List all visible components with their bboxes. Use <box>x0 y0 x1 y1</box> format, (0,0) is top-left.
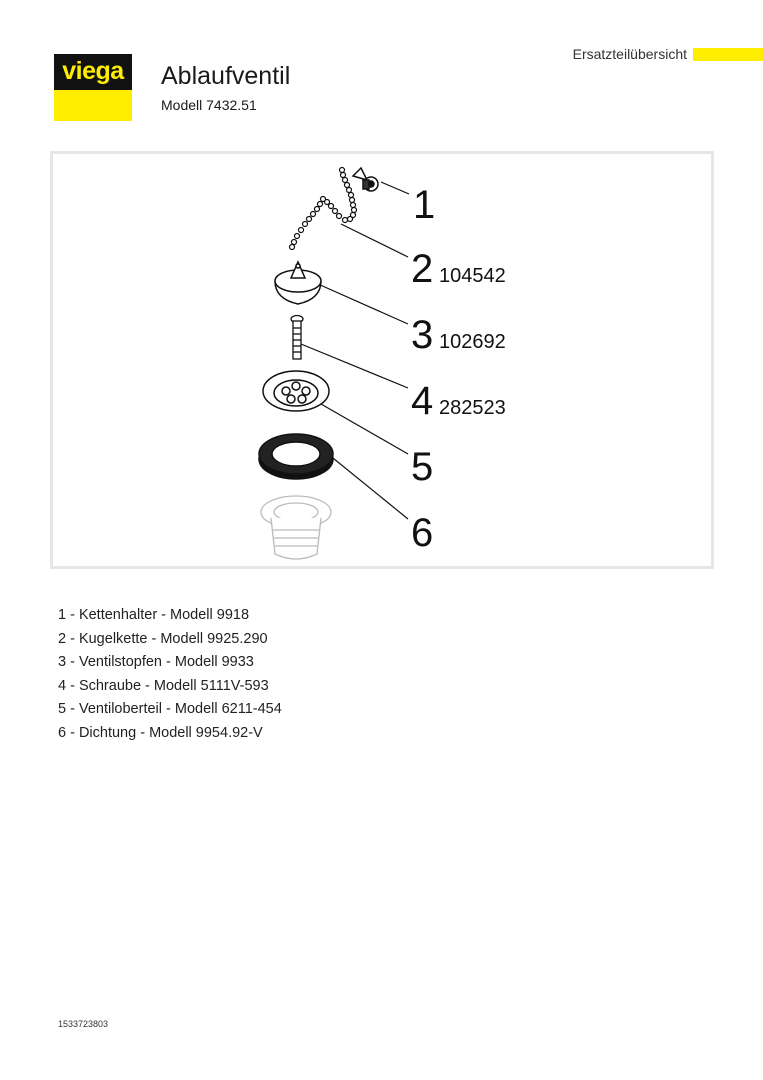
list-item: 6 - Dichtung - Modell 9954.92-V <box>58 724 263 741</box>
callout-number-2: 2 <box>411 247 434 291</box>
chain-holder-drawing <box>353 168 378 191</box>
valve-body-drawing <box>261 496 331 559</box>
exploded-drawing <box>53 154 711 566</box>
callout-number-1: 1 <box>413 183 436 227</box>
callout-number-5: 5 <box>411 445 434 489</box>
callout-article-3: 102692 <box>439 331 506 353</box>
page-title: Ablaufventil <box>161 62 291 90</box>
seal-drawing <box>259 434 333 479</box>
callout-article-4: 282523 <box>439 397 506 419</box>
valve-top-drawing <box>263 371 329 411</box>
viega-logo <box>54 54 132 121</box>
logo-wordmark: viega <box>62 57 124 85</box>
leader-line-6 <box>328 454 408 519</box>
exploded-drawing-frame <box>50 151 714 569</box>
callout-number-6: 6 <box>411 511 434 555</box>
leader-line-2 <box>341 224 408 257</box>
logo-yellow-block <box>54 90 132 121</box>
leader-line-1 <box>381 182 409 194</box>
list-item: 3 - Ventilstopfen - Modell 9933 <box>58 654 254 670</box>
list-item: 1 - Kettenhalter - Modell 9918 <box>58 607 250 623</box>
parts-list <box>58 604 282 745</box>
list-item: 5 - Ventiloberteil - Modell 6211-454 <box>58 701 282 717</box>
leader-line-5 <box>321 404 408 454</box>
valve-stopper-drawing <box>275 262 321 304</box>
header-accent-bar <box>693 48 763 61</box>
leader-line-3 <box>318 284 408 324</box>
callout-article-2: 104542 <box>439 265 506 287</box>
list-item: 2 - Kugelkette - Modell 9925.290 <box>58 630 268 647</box>
document-type-label: Ersatzteilübersicht <box>572 46 687 62</box>
ball-chain-drawing <box>290 168 357 250</box>
screw-drawing <box>291 316 303 360</box>
page-subtitle: Modell 7432.51 <box>161 97 257 113</box>
list-item: 4 - Schraube - Modell 5111V-593 <box>58 677 269 694</box>
document-number: 1533723803 <box>58 1019 109 1029</box>
callout-number-4: 4 <box>411 379 434 423</box>
callout-number-3: 3 <box>411 313 434 357</box>
